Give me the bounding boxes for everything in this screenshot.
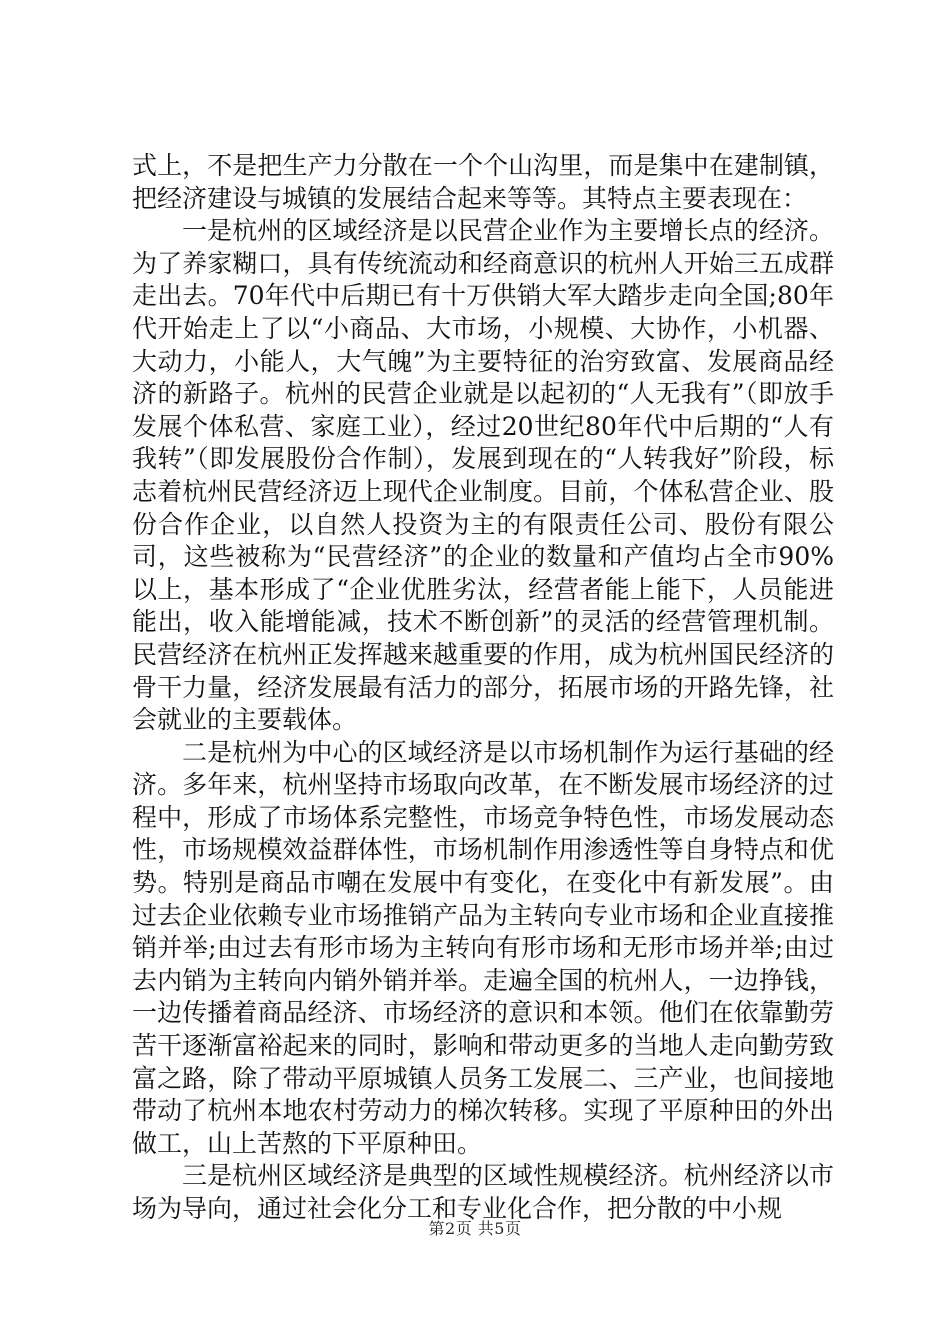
- paragraph-point-one: 一是杭州的区域经济是以民营企业作为主要增长点的经济。为了养家糊口，具有传统流动和经商意识的杭州人开始三五成群走出去。70年代中后期已有十万供销大军大踏步走向全国;80年代开始走上了以“小商品、大市场，小规模、大协作，小机器、大动力，小能人，大气魄”为主要特征的治穷致富、发展商品经济的新路子。杭州的民营企业就是以起初的“人无我有”（即放手发展个体私营、家庭工业），经过20世纪80年代中后期的“人有我转”（即发展股份合作制），发展到现在的“人转我好”阶段，标志着杭州民营经济迈上现代企业制度。目前，个体私营企业、股份合作企业，以自然人投资为主的有限责任公司、股份有限公司，这些被称为“民营经济”的企业的数量和产值均占全市90%以上，基本形成了“企业优胜劣汰，经营者能上能下，人员能进能出，收入能增能减，技术不断创新”的灵活的经营管理机制。民营经济在杭州正发挥越来越重要的作用，成为杭州国民经济的骨干力量，经济发展最有活力的部分，拓展市场的开路先锋，社会就业的主要载体。: [132, 216, 834, 735]
- page-number-footer: 第2页 共5页: [428, 1219, 522, 1238]
- paragraph-continuation: 式上，不是把生产力分散在一个个山沟里，而是集中在建制镇，把经济建设与城镇的发展结合起来等等。其特点主要表现在：: [132, 151, 834, 213]
- paragraph-point-two: 二是杭州为中心的区域经济是以市场机制作为运行基础的经济。多年来，杭州坚持市场取向改革，在不断发展市场经济的过程中，形成了市场体系完整性，市场竞争特色性，市场发展动态性，市场规模效益群体性，市场机制作用渗透性等自身特点和优势。特别是商品市嘲在发展中有变化，在变化中有新发展”。由过去企业依赖专业市场推销产品为主转向专业市场和企业直接推销并举;由过去有形市场为主转向有形市场和无形市场并举;由过去内销为主转向内销外销并举。走遍全国的杭州人，一边挣钱，一边传播着商品经济、市场经济的意识和本领。他们在依靠勤劳苦干逐渐富裕起来的同时，影响和带动更多的当地人走向勤劳致富之路，除了带动平原城镇人员务工发展二、三产业，也间接地带动了杭州本地农村劳动力的梯次转移。实现了平原种田的外出做工，山上苦熬的下平原种田。: [132, 737, 834, 1158]
- body-text: [132, 150, 834, 1226]
- paragraph-point-three: 三是杭州区域经济是典型的区域性规模经济。杭州经济以市场为导向，通过社会化分工和专业化合作，把分散的中小规: [132, 1161, 834, 1223]
